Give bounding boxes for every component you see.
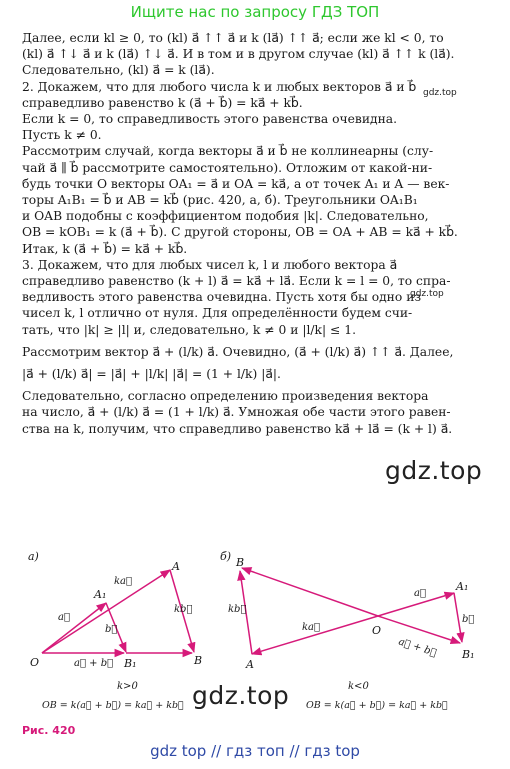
text-line: на число, a⃗ + (l/k) a⃗ = (1 + l/k) a⃗. Умножая обе части этого равен- [22, 405, 451, 420]
formula-b: OB = k(a⃗ + b⃗) = ka⃗ + kb⃗ [306, 700, 448, 711]
text-line: чисел k, l отлично от нуля. Для определённости будем счи- [22, 306, 413, 321]
panel-a-label: а) [28, 550, 39, 563]
text-line: ведливость этого равенства очевидна. Пусть хотя бы одно из [22, 290, 422, 305]
vector-oa1 [42, 603, 106, 653]
figure-caption: Рис. 420 [22, 724, 76, 737]
text-line: Следовательно, (kl) a⃗ = k (la⃗). [22, 63, 215, 78]
point-o: O [30, 656, 40, 669]
vector-a1b1-b [454, 593, 462, 642]
diagram-b [240, 568, 462, 654]
text-line: Рассмотрим случай, когда векторы a⃗ и b⃗ не коллинеарны (слу- [22, 144, 434, 159]
point-a1: A₁ [94, 588, 107, 601]
condition-a: k>0 [117, 681, 138, 692]
label-a-plus-b: a⃗ + b⃗ [74, 658, 114, 669]
vector-ob1-b [378, 616, 460, 643]
vector-ob [242, 568, 378, 616]
text-line: тать, что |k| ≥ |l| и, следовательно, k ≠ 0 и |l/k| ≤ 1. [22, 322, 356, 337]
label-b-b: b⃗ [462, 614, 475, 625]
label-kb: kb⃗ [174, 604, 193, 615]
condition-b: k<0 [348, 681, 369, 692]
watermark-large: gdz.top [385, 456, 483, 485]
text-line: ства на k, получим, что справедливо равенство ka⃗ + la⃗ = (k + l) a⃗. [22, 421, 453, 436]
text-line: |a⃗ + (l/k) a⃗| = |a⃗| + |l/k| |a⃗| = (1 + l/k) |a⃗|. [22, 367, 281, 382]
text-line: справедливо равенство k (a⃗ + b⃗) = ka⃗ + kb⃗. [22, 95, 303, 110]
text-line: Следовательно, согласно определению произведения вектора [22, 389, 429, 404]
point-b-b: B [236, 556, 245, 569]
banner: Ищите нас по запросу ГДЗ ТОП [130, 3, 380, 21]
point-a-b: A [246, 658, 254, 671]
label-ka: ka⃗ [114, 576, 133, 587]
point-a: A [172, 560, 180, 573]
text-line: Далее, если kl ≥ 0, то (kl) a⃗ ↑↑ a⃗ и k (la⃗) ↑↑ a⃗; если же kl < 0, то [22, 31, 444, 45]
label-b: b⃗ [105, 624, 118, 635]
label-ka-b: ka⃗ [302, 622, 321, 633]
text-line: 3. Докажем, что для любых чисел k, l и любого вектора a⃗ [22, 257, 398, 272]
label-a-plus-b-b: a⃗ + b⃗ [397, 636, 438, 659]
watermark-large: gdz.top [192, 681, 290, 710]
label-a-b: a⃗ [414, 588, 426, 599]
text-line: (kl) a⃗ ↑↓ a⃗ и k (la⃗) ↑↓ a⃗. И в том и в другом случае (kl) a⃗ ↑↑ k (la⃗). [22, 47, 455, 62]
watermark-small: gdz.top [410, 289, 444, 299]
point-b: B [194, 654, 203, 667]
text-line: Итак, k (a⃗ + b⃗) = ka⃗ + kb⃗. [22, 241, 188, 256]
point-b1: B₁ [124, 657, 137, 670]
text-line: торы A₁B₁ = b⃗ и AB = kb⃗ (рис. 420, а, б). Треугольники OA₁B₁ [22, 193, 418, 208]
watermark-small: gdz.top [423, 88, 457, 98]
text-line: OB = kOB₁ = k (a⃗ + b⃗). С другой стороны, OB = OA + AB = ka⃗ + kb⃗. [22, 225, 458, 240]
text-line: чай a⃗ ∥ b⃗ рассмотрите самостоятельно). Отложим от какой-ни- [22, 160, 433, 175]
label-kb-b: kb⃗ [228, 604, 247, 615]
formula-a: OB = k(a⃗ + b⃗) = ka⃗ + kb⃗ [42, 700, 184, 711]
text-line: будь точки O векторы OA₁ = a⃗ и OA = ka⃗, а от точек A₁ и A — век- [22, 176, 450, 191]
point-b1-b: B₁ [462, 648, 475, 661]
text-line: 2. Докажем, что для любого числа k и любых векторов a⃗ и b⃗ [22, 79, 417, 94]
point-o-b: O [372, 624, 382, 637]
text-line: справедливо равенство (k + l) a⃗ = ka⃗ + la⃗. Если k = l = 0, то спра- [22, 274, 451, 289]
point-a1-b: A₁ [456, 580, 469, 593]
footer-watermark: gdz top // гдз топ // гдз top [150, 742, 360, 760]
text-line: и OAB подобны с коэффициентом подобия |k|. Следовательно, [22, 209, 429, 224]
text-line: Рассмотрим вектор a⃗ + (l/k) a⃗. Очевидно, (a⃗ + (l/k) a⃗) ↑↑ a⃗. Далее, [22, 344, 454, 359]
panel-b-label: б) [220, 550, 232, 563]
label-a: a⃗ [58, 612, 70, 623]
text-line: Если k = 0, то справедливость этого равенства очевидна. [22, 112, 398, 127]
text-line: Пусть k ≠ 0. [22, 128, 102, 143]
